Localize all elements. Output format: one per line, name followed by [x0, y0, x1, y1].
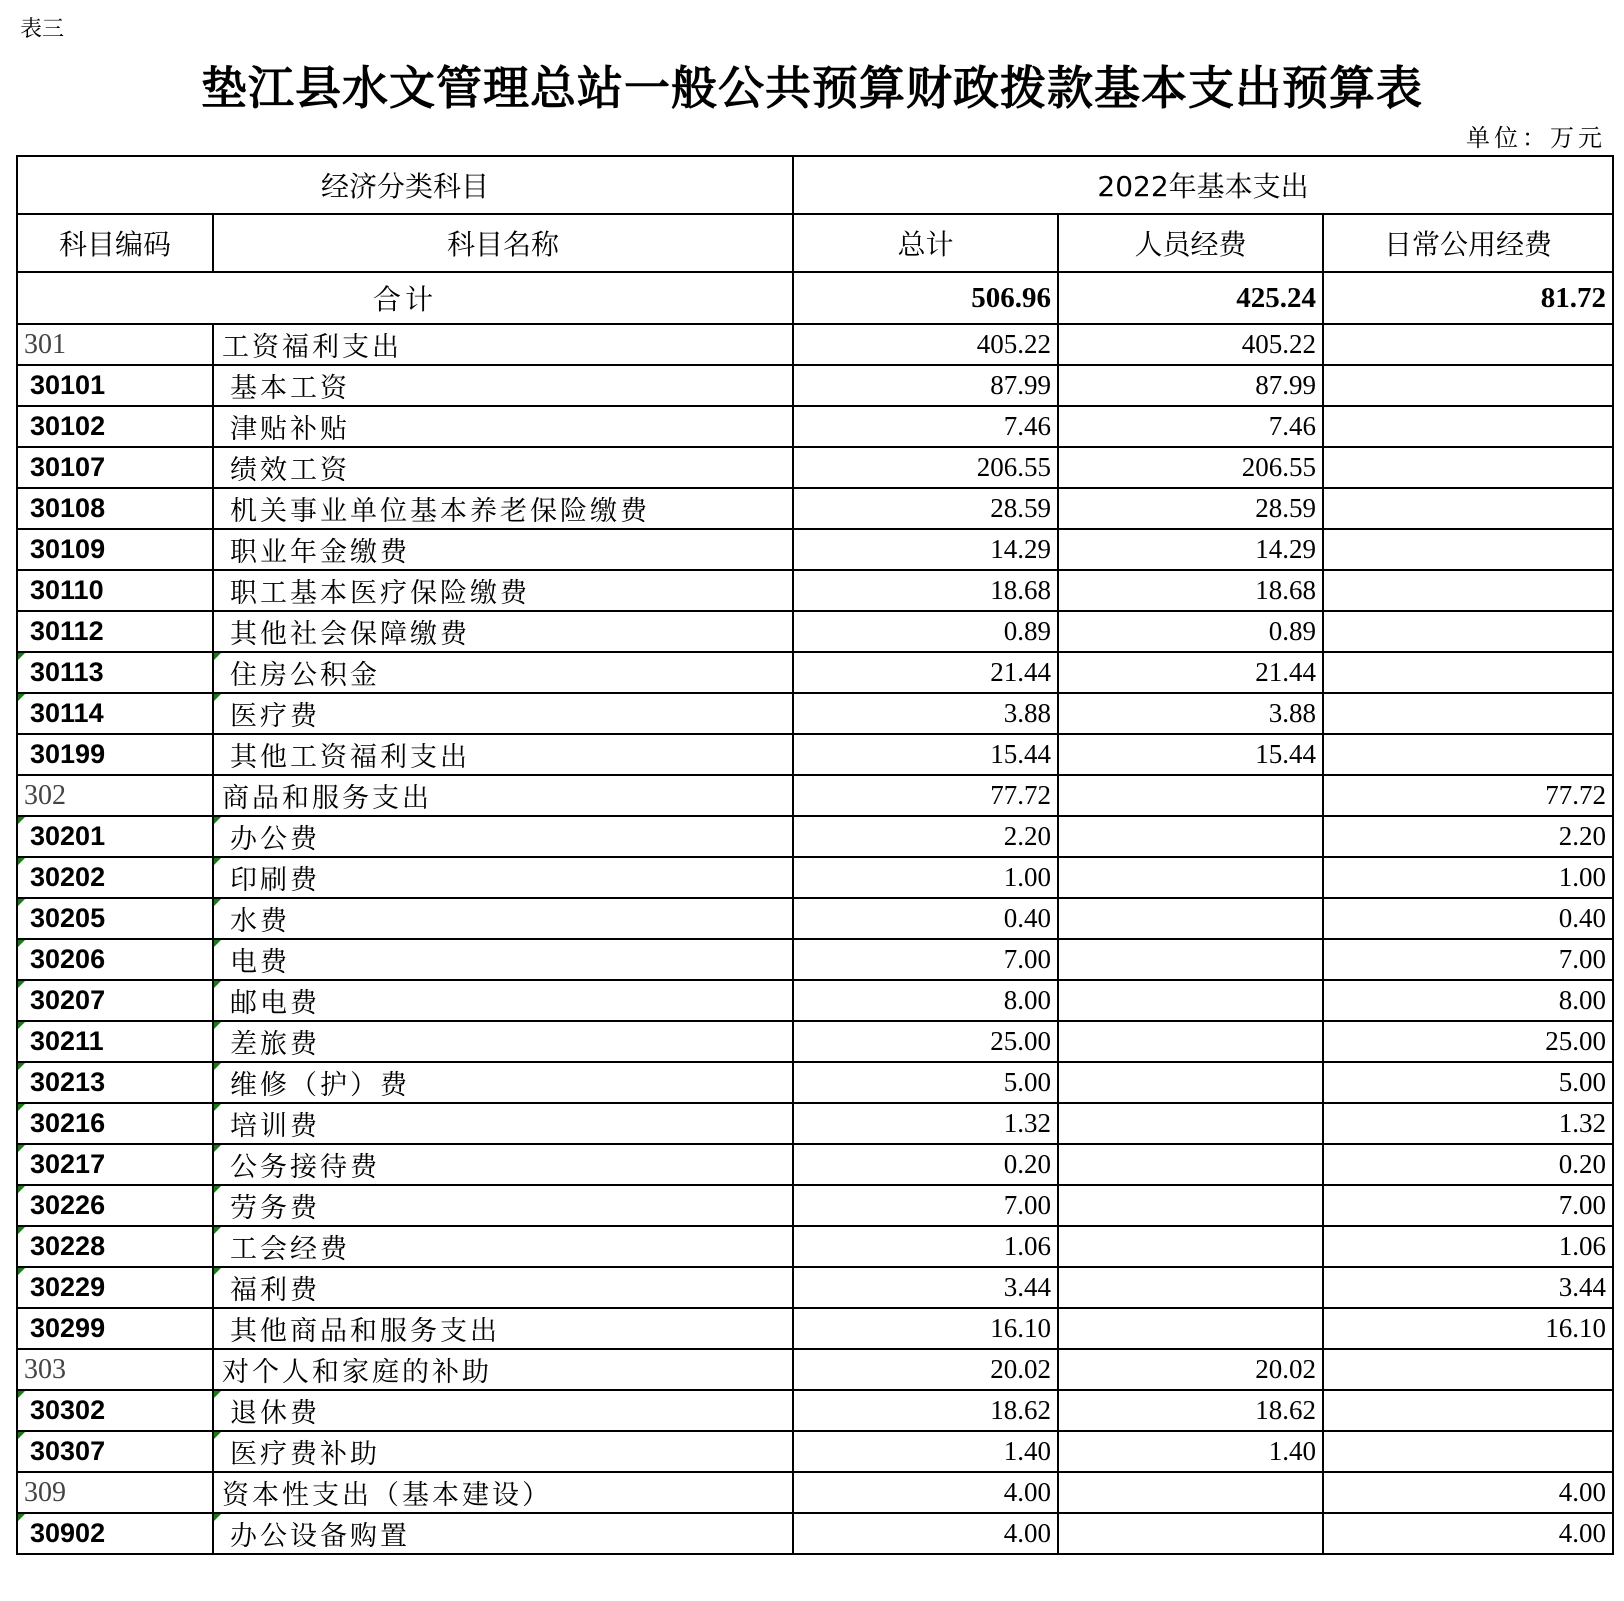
row-total: 0.40 — [793, 898, 1058, 939]
header-year-expense: 2022年基本支出 — [793, 156, 1613, 214]
row-daily — [1323, 324, 1613, 365]
row-daily: 0.20 — [1323, 1144, 1613, 1185]
row-daily: 7.00 — [1323, 1185, 1613, 1226]
table-row — [17, 406, 1613, 447]
table-row — [17, 1021, 1613, 1062]
cell-marker-icon — [214, 1104, 221, 1111]
row-name: 医疗费补助 — [213, 1431, 793, 1472]
row-daily: 2.20 — [1323, 816, 1613, 857]
table-row — [17, 611, 1613, 652]
cell-marker-icon — [18, 1186, 25, 1193]
row-name: 职工基本医疗保险缴费 — [213, 570, 793, 611]
header-code: 科目编码 — [17, 214, 213, 272]
cell-marker-icon — [214, 817, 221, 824]
row-personnel — [1058, 980, 1323, 1021]
cell-marker-icon — [18, 1022, 25, 1029]
cell-marker-icon — [18, 899, 25, 906]
row-total: 16.10 — [793, 1308, 1058, 1349]
row-name: 维修（护）费 — [213, 1062, 793, 1103]
row-code: 30114 — [17, 693, 213, 734]
row-personnel: 206.55 — [1058, 447, 1323, 488]
table-row — [17, 693, 1613, 734]
row-daily: 4.00 — [1323, 1513, 1613, 1554]
row-total: 1.00 — [793, 857, 1058, 898]
row-total: 1.32 — [793, 1103, 1058, 1144]
row-name: 培训费 — [213, 1103, 793, 1144]
row-personnel — [1058, 816, 1323, 857]
table-row — [17, 734, 1613, 775]
row-name: 资本性支出（基本建设） — [213, 1472, 793, 1513]
row-personnel: 0.89 — [1058, 611, 1323, 652]
row-name: 办公设备购置 — [213, 1513, 793, 1554]
row-daily — [1323, 611, 1613, 652]
table-row — [17, 488, 1613, 529]
row-name: 机关事业单位基本养老保险缴费 — [213, 488, 793, 529]
table-row — [17, 1431, 1613, 1472]
row-name: 劳务费 — [213, 1185, 793, 1226]
row-name: 差旅费 — [213, 1021, 793, 1062]
row-daily — [1323, 447, 1613, 488]
row-personnel: 405.22 — [1058, 324, 1323, 365]
cell-marker-icon — [214, 1391, 221, 1398]
row-total: 18.68 — [793, 570, 1058, 611]
cell-marker-icon — [18, 817, 25, 824]
cell-marker-icon — [214, 858, 221, 865]
cell-marker-icon — [18, 858, 25, 865]
table-row — [17, 570, 1613, 611]
row-total: 405.22 — [793, 324, 1058, 365]
row-name: 住房公积金 — [213, 652, 793, 693]
cell-marker-icon — [18, 1063, 25, 1070]
cell-marker-icon — [18, 653, 25, 660]
table-number-label: 表三 — [20, 17, 65, 42]
table-row — [17, 365, 1613, 406]
row-code: 30229 — [17, 1267, 213, 1308]
row-name: 工会经费 — [213, 1226, 793, 1267]
row-daily: 7.00 — [1323, 939, 1613, 980]
row-code: 30113 — [17, 652, 213, 693]
row-name: 退休费 — [213, 1390, 793, 1431]
row-name: 公务接待费 — [213, 1144, 793, 1185]
table-row — [17, 1349, 1613, 1390]
row-total: 28.59 — [793, 488, 1058, 529]
row-name: 印刷费 — [213, 857, 793, 898]
cell-marker-icon — [214, 694, 221, 701]
cell-marker-icon — [18, 1391, 25, 1398]
row-daily: 3.44 — [1323, 1267, 1613, 1308]
row-code: 309 — [17, 1472, 213, 1513]
header-daily: 日常公用经费 — [1323, 214, 1613, 272]
row-personnel — [1058, 857, 1323, 898]
row-personnel — [1058, 939, 1323, 980]
row-personnel — [1058, 1021, 1323, 1062]
row-personnel — [1058, 1226, 1323, 1267]
row-daily: 1.06 — [1323, 1226, 1613, 1267]
row-code: 30207 — [17, 980, 213, 1021]
table-row — [17, 1185, 1613, 1226]
cell-marker-icon — [214, 1268, 221, 1275]
table-row — [17, 1144, 1613, 1185]
row-code: 30109 — [17, 529, 213, 570]
row-total: 25.00 — [793, 1021, 1058, 1062]
cell-marker-icon — [18, 1104, 25, 1111]
row-name: 工资福利支出 — [213, 324, 793, 365]
row-total: 5.00 — [793, 1062, 1058, 1103]
row-total: 7.00 — [793, 939, 1058, 980]
row-total: 15.44 — [793, 734, 1058, 775]
row-daily — [1323, 693, 1613, 734]
row-name: 电费 — [213, 939, 793, 980]
cell-marker-icon — [214, 1145, 221, 1152]
table-row — [17, 1472, 1613, 1513]
row-total: 77.72 — [793, 775, 1058, 816]
row-code: 30216 — [17, 1103, 213, 1144]
table-row — [17, 1062, 1613, 1103]
row-name: 绩效工资 — [213, 447, 793, 488]
cell-marker-icon — [214, 940, 221, 947]
header-total: 总计 — [793, 214, 1058, 272]
table-row — [17, 447, 1613, 488]
row-code: 30206 — [17, 939, 213, 980]
table-row — [17, 939, 1613, 980]
row-daily — [1323, 406, 1613, 447]
cell-marker-icon — [214, 1186, 221, 1193]
row-total: 0.89 — [793, 611, 1058, 652]
row-code: 30299 — [17, 1308, 213, 1349]
cell-marker-icon — [214, 1514, 221, 1521]
row-code: 30902 — [17, 1513, 213, 1554]
total-personnel: 425.24 — [1058, 272, 1323, 324]
row-daily — [1323, 1390, 1613, 1431]
row-name: 办公费 — [213, 816, 793, 857]
cell-marker-icon — [18, 1268, 25, 1275]
row-daily: 1.00 — [1323, 857, 1613, 898]
table-row — [17, 1226, 1613, 1267]
row-total: 206.55 — [793, 447, 1058, 488]
row-code: 30102 — [17, 406, 213, 447]
row-code: 30107 — [17, 447, 213, 488]
row-personnel — [1058, 898, 1323, 939]
header-row-2 — [17, 214, 1613, 272]
row-personnel: 18.68 — [1058, 570, 1323, 611]
row-code: 301 — [17, 324, 213, 365]
row-personnel: 87.99 — [1058, 365, 1323, 406]
header-name: 科目名称 — [213, 214, 793, 272]
cell-marker-icon — [214, 981, 221, 988]
table-row — [17, 1390, 1613, 1431]
header-row-1 — [17, 156, 1613, 214]
row-daily: 25.00 — [1323, 1021, 1613, 1062]
row-code: 30205 — [17, 898, 213, 939]
row-total: 14.29 — [793, 529, 1058, 570]
cell-marker-icon — [18, 981, 25, 988]
row-name: 水费 — [213, 898, 793, 939]
row-code: 30199 — [17, 734, 213, 775]
row-code: 30217 — [17, 1144, 213, 1185]
row-personnel — [1058, 1062, 1323, 1103]
row-code: 30110 — [17, 570, 213, 611]
row-name: 对个人和家庭的补助 — [213, 1349, 793, 1390]
total-row — [17, 272, 1613, 324]
page-title: 垫江县水文管理总站一般公共预算财政拨款基本支出预算表 — [201, 61, 1423, 115]
row-total: 3.88 — [793, 693, 1058, 734]
row-code: 30228 — [17, 1226, 213, 1267]
row-total: 4.00 — [793, 1513, 1058, 1554]
row-personnel — [1058, 1472, 1323, 1513]
row-name: 邮电费 — [213, 980, 793, 1021]
cell-marker-icon — [214, 1227, 221, 1234]
cell-marker-icon — [18, 694, 25, 701]
budget-table — [16, 155, 1614, 1555]
row-name: 其他社会保障缴费 — [213, 611, 793, 652]
row-name: 津贴补贴 — [213, 406, 793, 447]
row-daily: 1.32 — [1323, 1103, 1613, 1144]
row-name: 医疗费 — [213, 693, 793, 734]
row-code: 30226 — [17, 1185, 213, 1226]
cell-marker-icon — [18, 1514, 25, 1521]
row-code: 30307 — [17, 1431, 213, 1472]
row-daily — [1323, 1349, 1613, 1390]
row-personnel — [1058, 1144, 1323, 1185]
row-total: 0.20 — [793, 1144, 1058, 1185]
row-personnel: 14.29 — [1058, 529, 1323, 570]
row-total: 4.00 — [793, 1472, 1058, 1513]
row-personnel: 15.44 — [1058, 734, 1323, 775]
row-code: 30202 — [17, 857, 213, 898]
row-personnel: 1.40 — [1058, 1431, 1323, 1472]
row-code: 302 — [17, 775, 213, 816]
total-daily: 81.72 — [1323, 272, 1613, 324]
row-personnel: 28.59 — [1058, 488, 1323, 529]
row-daily — [1323, 365, 1613, 406]
row-total: 8.00 — [793, 980, 1058, 1021]
row-total: 7.00 — [793, 1185, 1058, 1226]
table-row — [17, 980, 1613, 1021]
row-code: 30211 — [17, 1021, 213, 1062]
row-name: 商品和服务支出 — [213, 775, 793, 816]
row-personnel — [1058, 775, 1323, 816]
row-name: 其他工资福利支出 — [213, 734, 793, 775]
row-total: 87.99 — [793, 365, 1058, 406]
header-personnel: 人员经费 — [1058, 214, 1323, 272]
row-total: 7.46 — [793, 406, 1058, 447]
row-personnel: 21.44 — [1058, 652, 1323, 693]
row-personnel: 18.62 — [1058, 1390, 1323, 1431]
row-daily — [1323, 529, 1613, 570]
table-row — [17, 1267, 1613, 1308]
total-sum: 506.96 — [793, 272, 1058, 324]
row-personnel: 20.02 — [1058, 1349, 1323, 1390]
cell-marker-icon — [214, 899, 221, 906]
row-personnel — [1058, 1103, 1323, 1144]
row-code: 30302 — [17, 1390, 213, 1431]
table-row — [17, 898, 1613, 939]
row-daily — [1323, 734, 1613, 775]
cell-marker-icon — [214, 1022, 221, 1029]
row-name: 福利费 — [213, 1267, 793, 1308]
row-total: 21.44 — [793, 652, 1058, 693]
cell-marker-icon — [18, 1145, 25, 1152]
cell-marker-icon — [214, 1432, 221, 1439]
header-econ-category: 经济分类科目 — [17, 156, 793, 214]
cell-marker-icon — [214, 653, 221, 660]
table-row — [17, 1513, 1613, 1554]
cell-marker-icon — [18, 940, 25, 947]
unit-label: 单位：万元 — [1466, 124, 1606, 152]
row-personnel: 3.88 — [1058, 693, 1323, 734]
row-daily — [1323, 488, 1613, 529]
table-row — [17, 324, 1613, 365]
cell-marker-icon — [18, 1227, 25, 1234]
row-code: 30213 — [17, 1062, 213, 1103]
table-row — [17, 775, 1613, 816]
row-personnel — [1058, 1308, 1323, 1349]
row-total: 2.20 — [793, 816, 1058, 857]
row-daily: 16.10 — [1323, 1308, 1613, 1349]
table-row — [17, 1308, 1613, 1349]
table-row — [17, 857, 1613, 898]
row-total: 1.06 — [793, 1226, 1058, 1267]
row-daily: 8.00 — [1323, 980, 1613, 1021]
row-name: 其他商品和服务支出 — [213, 1308, 793, 1349]
row-daily: 77.72 — [1323, 775, 1613, 816]
row-total: 20.02 — [793, 1349, 1058, 1390]
row-daily — [1323, 652, 1613, 693]
row-total: 3.44 — [793, 1267, 1058, 1308]
row-daily: 5.00 — [1323, 1062, 1613, 1103]
row-code: 30112 — [17, 611, 213, 652]
row-personnel: 7.46 — [1058, 406, 1323, 447]
table-row — [17, 652, 1613, 693]
table-row — [17, 1103, 1613, 1144]
row-daily: 4.00 — [1323, 1472, 1613, 1513]
cell-marker-icon — [18, 1432, 25, 1439]
row-code: 30101 — [17, 365, 213, 406]
cell-marker-icon — [214, 1063, 221, 1070]
row-total: 1.40 — [793, 1431, 1058, 1472]
row-code: 30108 — [17, 488, 213, 529]
table-row — [17, 529, 1613, 570]
row-code: 30201 — [17, 816, 213, 857]
table-row — [17, 816, 1613, 857]
row-total: 18.62 — [793, 1390, 1058, 1431]
row-personnel — [1058, 1513, 1323, 1554]
row-personnel — [1058, 1185, 1323, 1226]
row-daily — [1323, 570, 1613, 611]
row-personnel — [1058, 1267, 1323, 1308]
row-daily: 0.40 — [1323, 898, 1613, 939]
row-name: 职业年金缴费 — [213, 529, 793, 570]
row-name: 基本工资 — [213, 365, 793, 406]
row-daily — [1323, 1431, 1613, 1472]
row-code: 303 — [17, 1349, 213, 1390]
total-label: 合计 — [17, 272, 793, 324]
